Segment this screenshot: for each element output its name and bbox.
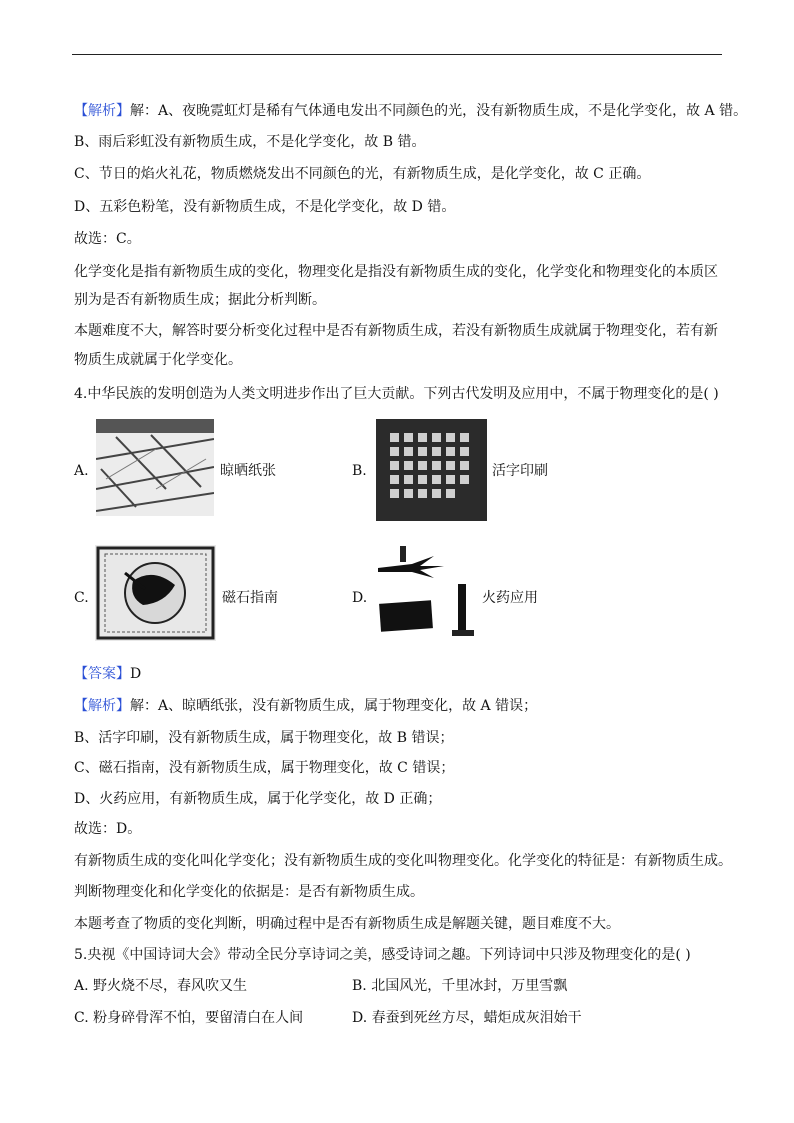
q4-analysis-line-4: D、火药应用，有新物质生成，属于化学变化，故 D 正确； — [74, 791, 442, 807]
option-a-letter: A. — [74, 463, 89, 479]
analysis-line-6: 化学变化是指有新物质生成的变化，物理变化是指没有新物质生成的变化，化学变化和物理变化的本质区 — [74, 264, 718, 280]
analysis-text: 解：A、晾晒纸张，没有新物质生成，属于物理变化，故 A 错误； — [130, 698, 538, 714]
question-5-stem: 5.央视《中国诗词大会》带动全民分享诗词之美，感受诗词之趣。下列诗词中只涉及物理变化的是( ) — [74, 947, 691, 963]
q4-analysis-line-6: 有新物质生成的变化叫化学变化；没有新物质生成的变化叫物理变化。化学变化的特征是：有新物质生成。 — [74, 853, 732, 869]
option-a-text: 晾晒纸张 — [220, 463, 276, 479]
analysis-tag: 【解析】 — [74, 103, 130, 119]
option-b-text: 活字印刷 — [492, 463, 548, 479]
answer-line — [74, 664, 141, 684]
option-d-letter: D. — [352, 590, 368, 606]
q4-analysis-line-2: B、活字印刷，没有新物质生成，属于物理变化，故 B 错误； — [74, 730, 454, 746]
q5-option-b: B. 北国风光，千里冰封，万里雪飘 — [352, 978, 568, 994]
analysis-line-5: 故选：C。 — [74, 231, 141, 247]
option-c-text: 磁石指南 — [222, 590, 278, 606]
analysis-line-2: B、雨后彩虹没有新物质生成，不是化学变化，故 B 错。 — [74, 134, 426, 150]
q5-option-d: D. 春蚕到死丝方尽，蜡炬成灰泪始干 — [352, 1010, 582, 1026]
movable-type-image — [376, 419, 487, 521]
question-4-stem: 4.中华民族的发明创造为人类文明进步作出了巨大贡献。下列古代发明及应用中，不属于物理变化的是( ) — [74, 386, 719, 402]
q5-option-c: C. 粉身碎骨浑不怕，要留清白在人间 — [74, 1010, 304, 1026]
q4-analysis-line-3: C、磁石指南，没有新物质生成，属于物理变化，故 C 错误； — [74, 760, 455, 776]
analysis-line-8: 本题难度不大，解答时要分析变化过程中是否有新物质生成，若没有新物质生成就属于物理变化，若有新 — [74, 323, 718, 339]
analysis-line-7: 别为是否有新物质生成；据此分析判断。 — [74, 292, 326, 308]
answer-tag: 【答案】 — [74, 666, 130, 682]
paper-drying-image — [96, 419, 214, 516]
header-rule — [72, 54, 722, 55]
option-d-text: 火药应用 — [482, 590, 538, 606]
q5-option-a: A. 野火烧不尽，春风吹又生 — [74, 978, 248, 994]
q4-analysis-line-7: 判断物理变化和化学变化的依据是：是否有新物质生成。 — [74, 884, 424, 900]
compass-image — [95, 545, 216, 641]
analysis-line-3: C、节日的焰火礼花，物质燃烧发出不同颜色的光，有新物质生成，是化学变化，故 C 正确。 — [74, 166, 651, 182]
q4-analysis-line-8: 本题考查了物质的变化判断，明确过程中是否有新物质生成是解题关键，题目难度不大。 — [74, 916, 620, 932]
analysis-line-9: 物质生成就属于化学变化。 — [74, 352, 242, 368]
analysis-line-1 — [74, 101, 747, 121]
option-b-letter: B. — [352, 463, 367, 479]
analysis-line-4: D、五彩色粉笔，没有新物质生成，不是化学变化，故 D 错。 — [74, 199, 456, 215]
q4-analysis-line-5: 故选：D。 — [74, 821, 142, 837]
analysis-tag: 【解析】 — [74, 698, 130, 714]
q4-analysis-line-1 — [74, 696, 537, 716]
option-c-letter: C. — [74, 590, 89, 606]
gunpowder-image — [372, 542, 478, 642]
answer-value: D — [130, 666, 142, 682]
analysis-text: 解：A、夜晚霓虹灯是稀有气体通电发出不同颜色的光，没有新物质生成，不是化学变化，故 A 错。 — [130, 103, 748, 119]
